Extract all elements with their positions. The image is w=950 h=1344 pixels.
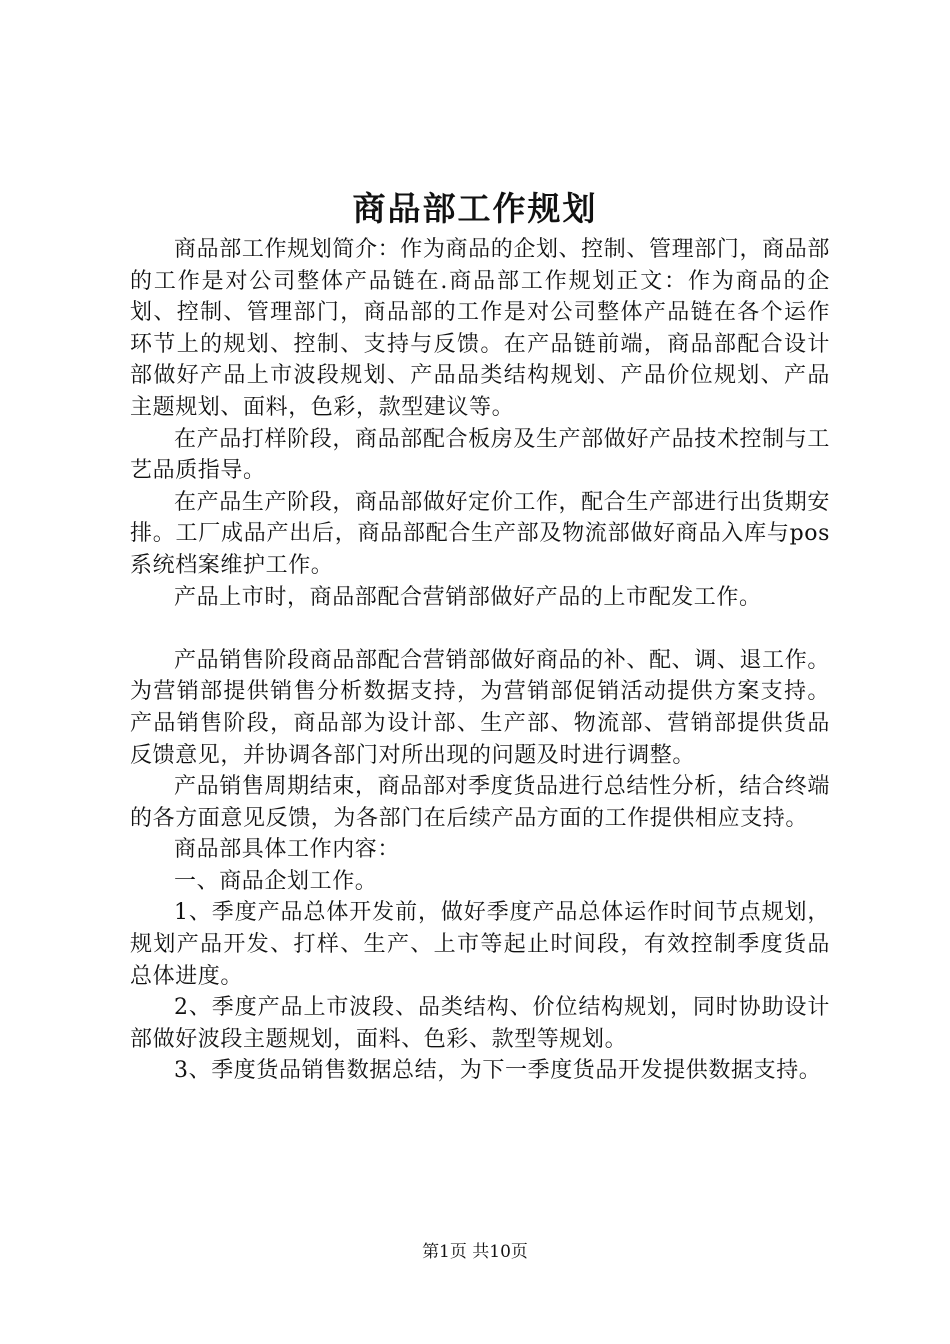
paragraph: 在产品打样阶段，商品部配合板房及生产部做好产品技术控制与工艺品质指导。 — [130, 426, 830, 484]
section-heading: 一、商品企划工作。 — [174, 868, 378, 894]
document-body — [130, 234, 830, 1087]
paragraph: 商品部工作规划简介：作为商品的企划、控制、管理部门，商品部的工作是对公司整体产品链在.商品部工作规划正文：作为商品的企划、控制、管理部门，商品部的工作是对公司整体产品链在各个运作环节上的规划、控制、支持与反馈。在产品链前端，商品部配合设计部做好产品上市波段规划、产品品类结构规划、产品价位规划、产品主题规划、面料，色彩，款型建议等。 — [130, 237, 830, 420]
paragraph: 产品销售周期结束，商品部对季度货品进行总结性分析，结合终端的各方面意见反馈，为各部门在后续产品方面的工作提供相应支持。 — [130, 774, 830, 831]
list-item: 3、季度货品销售数据总结，为下一季度货品开发提供数据支持。 — [174, 1058, 822, 1084]
paragraph: 商品部具体工作内容： — [174, 837, 401, 863]
list-item: 2、季度产品上市波段、品类结构、价位结构规划，同时协助设计部做好波段主题规划，面料、色彩、款型等规划。 — [130, 995, 830, 1052]
paragraph: 在产品生产阶段，商品部做好定价工作，配合生产部进行出货期安排。工厂成品产出后，商品部配合生产部及物流部做好商品入库与pos系统档案维护工作。 — [130, 489, 830, 578]
list-item: 1、季度产品总体开发前，做好季度产品总体运作时间节点规划，规划产品开发、打样、生产、上市等起止时间段，有效控制季度货品总体进度。 — [130, 900, 830, 989]
page-number-footer: 第1页 共10页 — [422, 1242, 528, 1262]
document-title: 商品部工作规划 — [352, 189, 598, 228]
paragraph: 产品上市时，商品部配合营销部做好产品的上市配发工作。 — [174, 584, 762, 610]
paragraph: 产品销售阶段商品部配合营销部做好商品的补、配、调、退工作。为营销部提供销售分析数据支持，为营销部促销活动提供方案支持。产品销售阶段，商品部为设计部、生产部、物流部、营销部提供货品反馈意见，并协调各部门对所出现的问题及时进行调整。 — [130, 647, 830, 768]
